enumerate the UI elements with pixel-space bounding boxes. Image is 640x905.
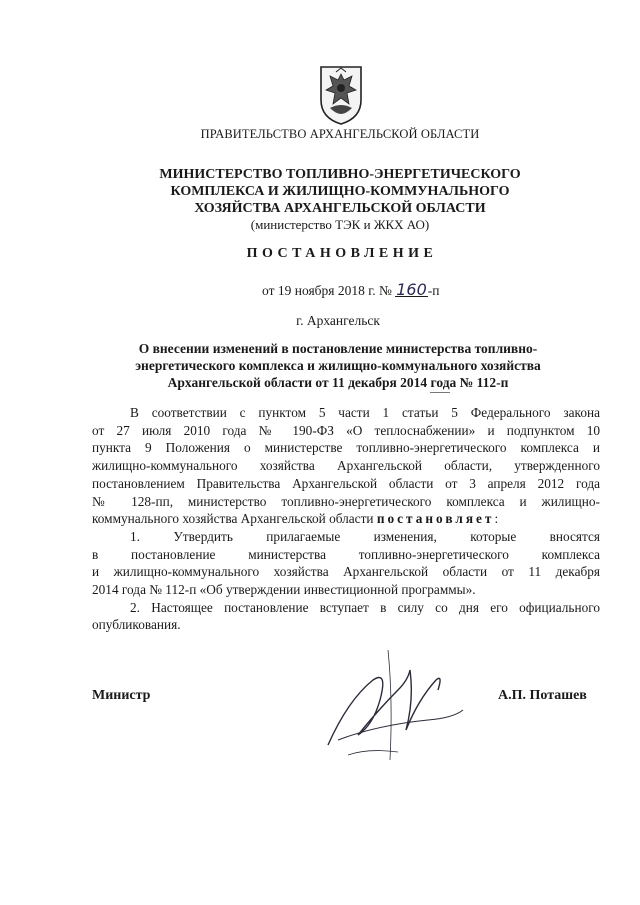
- body-line: опубликования.: [92, 617, 181, 633]
- body-line: пункта 9 Положения о министерстве топливно-энергетического комплекса и: [92, 440, 600, 456]
- signatory-position: Министр: [92, 688, 151, 703]
- decree-subject: [100, 340, 576, 391]
- decree-number-suffix: -п: [427, 283, 440, 298]
- body-line: 2. Настоящее постановление вступает в силу со дня его официального: [130, 599, 600, 615]
- subject-line: О внесении изменений в постановление министерства топливно-: [138, 341, 538, 356]
- body-line: жилищно-коммунального хозяйства Архангельской области, утвержденного: [92, 458, 600, 474]
- decree-verb: постановляет: [376, 511, 495, 527]
- body-line: [92, 510, 600, 528]
- body-line: постановлением Правительства Архангельской области от 3 апреля 2012 года: [92, 475, 600, 491]
- body-line: В соответствии с пунктом 5 части 1 статьи 5 Федерального закона: [130, 405, 600, 420]
- decree-title: ПОСТАНОВЛЕНИЕ: [246, 246, 438, 261]
- subject-line: Архангельской области от 11 декабря 2014 года № 112-п: [167, 375, 509, 390]
- body-text: :: [494, 511, 499, 527]
- body-line: 1. Утвердить прилагаемые изменения, которые вносятся: [130, 528, 600, 544]
- decree-date-number: [262, 280, 440, 299]
- ministry-line: ХОЗЯЙСТВА АРХАНГЕЛЬСКОЙ ОБЛАСТИ: [194, 201, 486, 216]
- decree-body: [92, 404, 600, 634]
- decree-date: от 19 ноября 2018 г. №: [262, 283, 392, 298]
- body-line: от 27 июля 2010 года № 190-ФЗ «О теплоснабжении» и подпунктом 10: [92, 422, 600, 438]
- ministry-name: [0, 166, 640, 233]
- divider-mark: [430, 392, 450, 393]
- subject-line: энергетического комплекса и жилищно-коммунального хозяйства: [135, 358, 541, 373]
- coat-of-arms-icon: [318, 64, 364, 126]
- ministry-line: МИНИСТЕРСТВО ТОПЛИВНО-ЭНЕРГЕТИЧЕСКОГО: [159, 167, 521, 182]
- government-name: ПРАВИТЕЛЬСТВО АРХАНГЕЛЬСКОЙ ОБЛАСТИ: [200, 127, 480, 141]
- body-line: в постановление министерства топливно-энергетического комплекса: [92, 546, 600, 562]
- decree-city: г. Архангельск: [296, 313, 380, 328]
- body-line: № 128-пп, министерство топливно-энергетического комплекса и жилищно-: [92, 493, 600, 509]
- body-line: и жилищно-коммунального хозяйства Архангельской области от 11 декабря: [92, 564, 600, 580]
- body-text: коммунального хозяйства Архангельской области: [92, 511, 374, 527]
- ministry-abbreviation: (министерство ТЭК и ЖКХ АО): [250, 217, 430, 232]
- signatory-name: А.П. Поташев: [498, 688, 587, 703]
- ministry-line: КОМПЛЕКСА И ЖИЛИЩНО-КОММУНАЛЬНОГО: [170, 184, 510, 199]
- decree-number-handwritten: 160: [396, 280, 427, 299]
- handwritten-signature: [318, 640, 468, 770]
- body-line: 2014 года № 112-п «Об утверждении инвестиционной программы».: [92, 582, 476, 598]
